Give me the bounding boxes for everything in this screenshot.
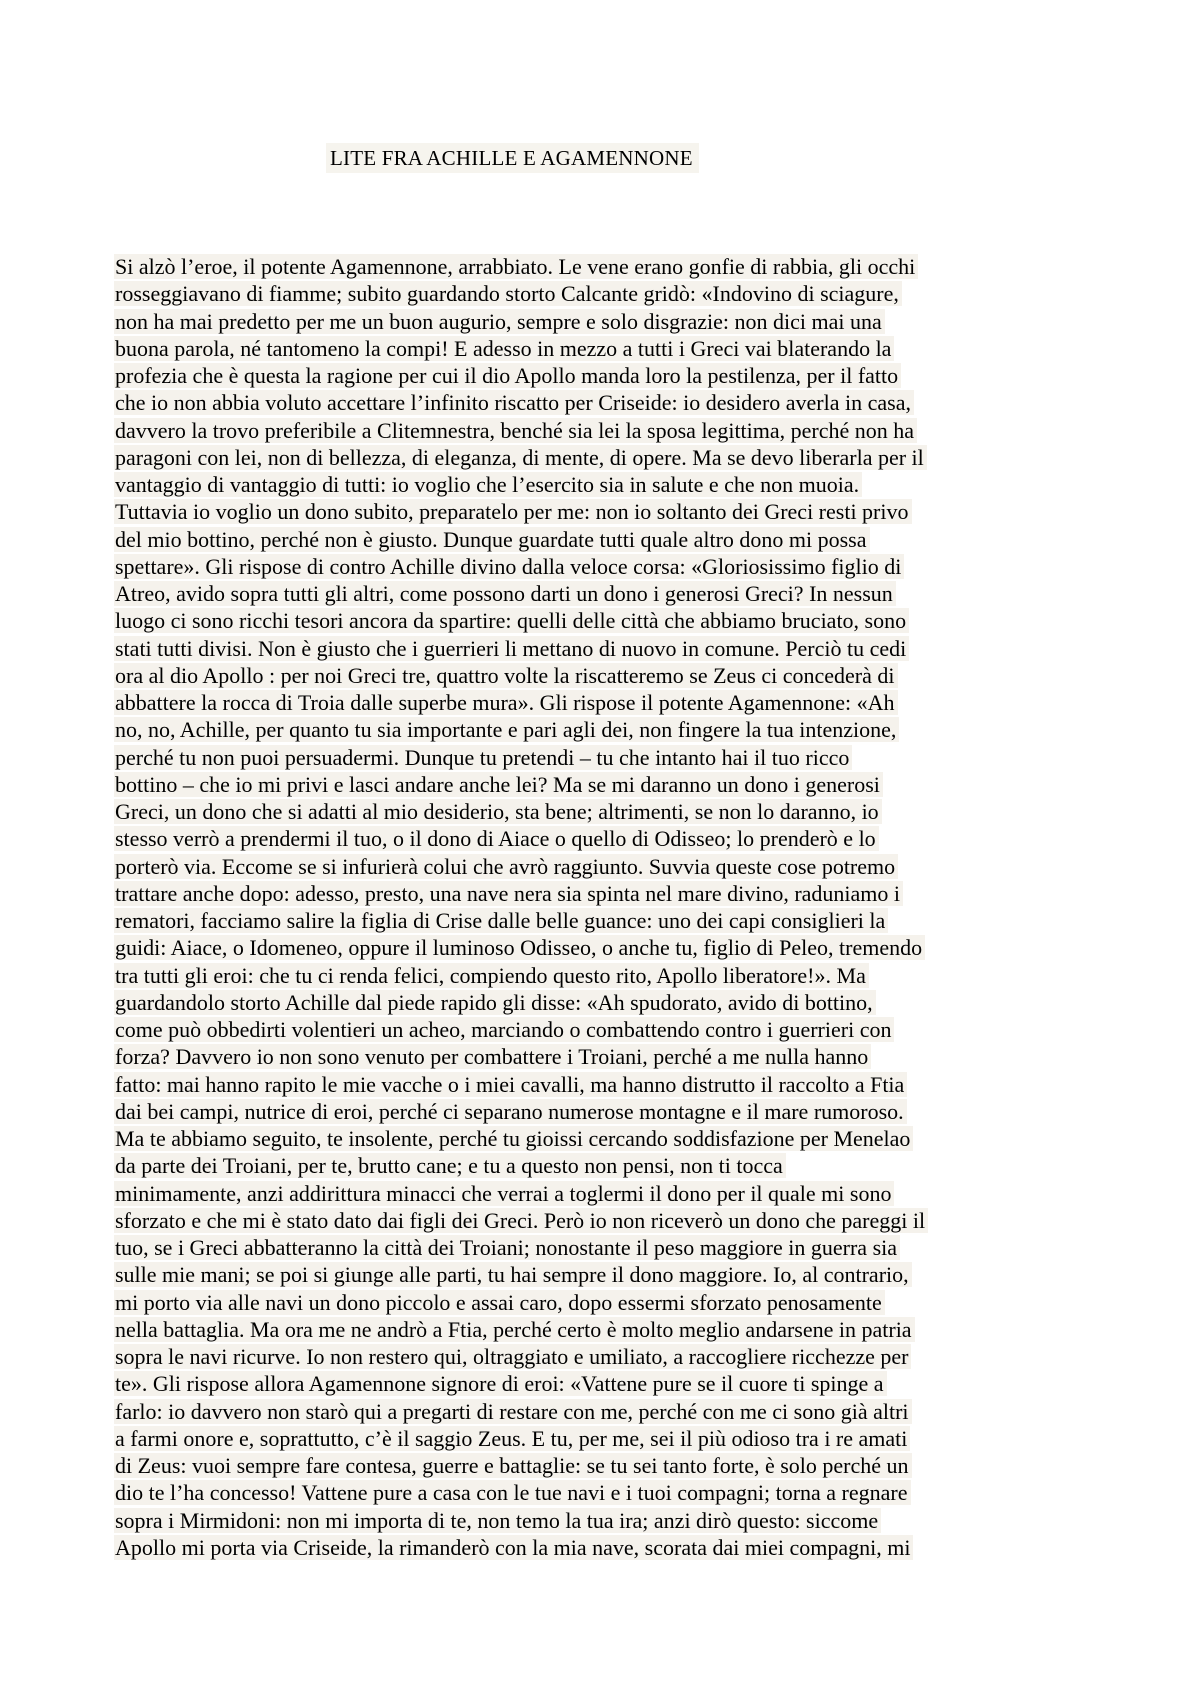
text-line-content: bottino – che io mi privi e lasci andare anche lei? Ma se mi daranno un dono i generosi [114,772,883,797]
text-line-content: no, no, Achille, per quanto tu sia importante e pari agli dei, non fingere la tua intenzione, [114,717,899,742]
text-line [114,853,1114,880]
text-line [114,280,1114,307]
text-line-content: paragoni con lei, non di bellezza, di eleganza, di mente, di opere. Ma se devo liberarla per il [114,445,927,470]
text-line [114,580,1114,607]
text-line-content: Tuttavia io voglio un dono subito, preparatelo per me: non io soltanto dei Greci resti privo [114,499,912,524]
text-line [114,498,1114,525]
text-line [114,989,1114,1016]
text-line [114,1098,1114,1125]
text-line [114,1479,1114,1506]
text-line-content: sforzato e che mi è stato dato dai figli dei Greci. Però io non riceverò un dono che pareggi il [114,1208,928,1233]
text-line [114,444,1114,471]
text-line [114,1043,1114,1070]
document-title: LITE FRA ACHILLE E AGAMENNONE [326,143,699,173]
text-line [114,526,1114,553]
text-line-content: trattare anche dopo: adesso, presto, una nave nera sia spinta nel mare divino, raduniamo i [114,881,903,906]
text-line-content: abbattere la rocca di Troia dalle superbe mura». Gli rispose il potente Agamennone: «Ah [114,690,898,715]
text-line-content: guidi: Aiace, o Idomeneo, oppure il luminoso Odisseo, o anche tu, figlio di Peleo, tremendo [114,935,925,960]
text-line [114,1316,1114,1343]
text-line-content: sopra i Mirmidoni: non mi importa di te, non temo la tua ira; anzi dirò questo: siccome [114,1508,881,1533]
text-line-content: rosseggiavano di fiamme; subito guardando storto Calcante gridò: «Indovino di sciagure, [114,281,902,306]
text-line [114,1152,1114,1179]
text-line [114,716,1114,743]
text-line [114,1534,1114,1561]
text-line-content: sulle mie mani; se poi si giunge alle parti, tu hai sempre il dono maggiore. Io, al contrario, [114,1262,912,1287]
text-line [114,662,1114,689]
text-line [114,1289,1114,1316]
text-line [114,607,1114,634]
text-line-content: farlo: io davvero non starò qui a pregarti di restare con me, perché con me ci sono già altri [114,1399,912,1424]
text-line-content: forza? Davvero io non sono venuto per combattere i Troiani, perché a me nulla hanno [114,1044,871,1069]
text-line [114,1261,1114,1288]
text-line [114,1234,1114,1261]
text-line-content: guardandolo storto Achille dal piede rapido gli disse: «Ah spudorato, avido di bottino, [114,990,876,1015]
text-line [114,362,1114,389]
text-line [114,1207,1114,1234]
text-line [114,1370,1114,1397]
text-line [114,335,1114,362]
text-line-content: non ha mai predetto per me un buon augurio, sempre e solo disgrazie: non dici mai una [114,309,885,334]
text-line-content: stati tutti divisi. Non è giusto che i guerrieri li mettano di nuovo in comune. Perciò tu cedi [114,636,909,661]
text-line-content: luogo ci sono ricchi tesori ancora da spartire: quelli delle città che abbiamo bruciato, sono [114,608,909,633]
text-line-content: spettare». Gli rispose di contro Achille divino dalla veloce corsa: «Gloriosissimo figlio di [114,554,904,579]
text-line [114,689,1114,716]
text-line [114,934,1114,961]
text-line-content: ora al dio Apollo : per noi Greci tre, quattro volte la riscatteremo se Zeus ci concederà di [114,663,898,688]
text-line-content: Atreo, avido sopra tutti gli altri, come possono darti un dono i generosi Greci? In nessun [114,581,896,606]
text-line-content: minimamente, anzi addirittura minacci che verrai a toglermi il dono per il quale mi sono [114,1181,894,1206]
text-line-content: Apollo mi porta via Criseide, la rimanderò con la mia nave, scorata dai miei compagni, mi [114,1535,913,1560]
text-line-content: Greci, un dono che si adatti al mio desiderio, sta bene; altrimenti, se non lo daranno, io [114,799,882,824]
text-line-content: dai bei campi, nutrice di eroi, perché ci separano numerose montagne e il mare rumoroso. [114,1099,907,1124]
text-line-content: davvero la trovo preferibile a Clitemnestra, benché sia lei la sposa legittima, perché non ha [114,418,917,443]
text-line [114,1425,1114,1452]
text-line [114,1180,1114,1207]
text-line [114,553,1114,580]
text-line [114,635,1114,662]
text-line-content: vantaggio di vantaggio di tutti: io voglio che l’esercito sia in salute e che non muoia. [114,472,862,497]
text-line-content: buona parola, né tantomeno la compi! E adesso in mezzo a tutti i Greci vai blaterando la [114,336,894,361]
text-line-content: dio te l’ha concesso! Vattene pure a casa con le tue navi e i tuoi compagni; torna a regnare [114,1480,911,1505]
text-line [114,1343,1114,1370]
text-line [114,308,1114,335]
text-line [114,825,1114,852]
text-line [114,1125,1114,1152]
text-line-content: fatto: mai hanno rapito le mie vacche o i miei cavalli, ma hanno distrutto il raccolto a Ftia [114,1072,907,1097]
text-line-content: sopra le navi ricurve. Io non restero qui, oltraggiato e umiliato, a raccogliere ricchezze per [114,1344,911,1369]
document-body [114,253,1114,1561]
text-line-content: Si alzò l’eroe, il potente Agamennone, arrabbiato. Le vene erano gonfie di rabbia, gli occhi [114,254,918,279]
text-line [114,1071,1114,1098]
text-line-content: a farmi onore e, soprattutto, c’è il saggio Zeus. E tu, per me, sei il più odioso tra i re amati [114,1426,910,1451]
text-line [114,1016,1114,1043]
text-line [114,798,1114,825]
text-line [114,471,1114,498]
text-line-content: Ma te abbiamo seguito, te insolente, perché tu gioissi cercando soddisfazione per Menelao [114,1126,913,1151]
text-line-content: tra tutti gli eroi: che tu ci renda felici, compiendo questo rito, Apollo liberatore!». Ma [114,963,869,988]
text-line-content: rematori, facciamo salire la figlia di Crise dalle belle guance: uno dei capi consiglieri la [114,908,888,933]
text-line-content: nella battaglia. Ma ora me ne andrò a Ftia, perché certo è molto meglio andarsene in patria [114,1317,915,1342]
text-line [114,962,1114,989]
text-line-content: stesso verrò a prendermi il tuo, o il dono di Aiace o quello di Odisseo; lo prenderò e lo [114,826,879,851]
text-line [114,389,1114,416]
text-line-content: perché tu non puoi persuadermi. Dunque tu pretendi – tu che intanto hai il tuo ricco [114,745,852,770]
text-line [114,253,1114,280]
text-line-content: mi porto via alle navi un dono piccolo e assai caro, dopo essermi sforzato penosamente [114,1290,885,1315]
text-line [114,1507,1114,1534]
text-line [114,880,1114,907]
text-line-content: del mio bottino, perché non è giusto. Dunque guardate tutti quale altro dono mi possa [114,527,870,552]
text-line [114,1398,1114,1425]
text-line-content: come può obbedirti volentieri un acheo, marciando o combattendo contro i guerrieri con [114,1017,894,1042]
text-line-content: profezia che è questa la ragione per cui il dio Apollo manda loro la pestilenza, per il fatto [114,363,901,388]
text-line [114,417,1114,444]
text-line [114,744,1114,771]
text-line [114,1452,1114,1479]
text-line-content: di Zeus: vuoi sempre fare contesa, guerre e battaglie: se tu sei tanto forte, è solo perché un [114,1453,912,1478]
text-line-content: da parte dei Troiani, per te, brutto cane; e tu a questo non pensi, non ti tocca [114,1153,786,1178]
text-line-content: porterò via. Eccome se si infurierà colui che avrò raggiunto. Suvvia queste cose potremo [114,854,898,879]
text-line [114,907,1114,934]
text-line-content: che io non abbia voluto accettare l’infinito riscatto per Criseide: io desidero averla in casa, [114,390,914,415]
text-line [114,771,1114,798]
text-line-content: tuo, se i Greci abbatteranno la città dei Troiani; nonostante il peso maggiore in guerra sia [114,1235,900,1260]
text-line-content: te». Gli rispose allora Agamennone signore di eroi: «Vattene pure se il cuore ti spinge a [114,1371,887,1396]
